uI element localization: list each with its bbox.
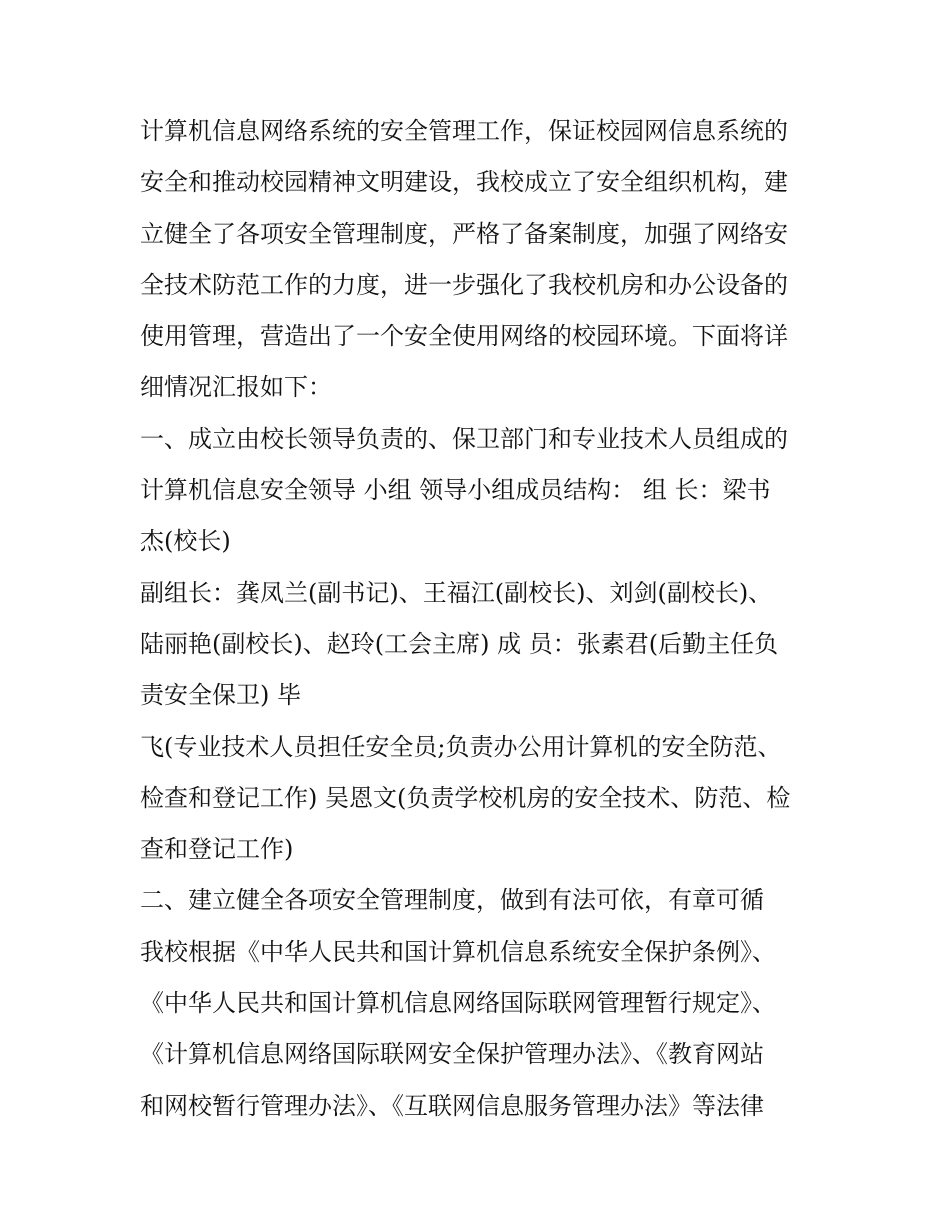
section-heading-1: 一、成立由校长领导负责的、保卫部门和专业技术人员组成的: [140, 424, 788, 453]
text-line: 飞(专业技术人员担任安全员;负责办公用计算机的安全防范、: [140, 732, 782, 761]
section-heading-2: 二、建立健全各项安全管理制度，做到有法可依，有章可循: [140, 886, 764, 915]
text-line: 安全和推动校园精神文明建设，我校成立了安全组织机构，建: [140, 168, 788, 197]
text-line: 使用管理，营造出了一个安全使用网络的校园环境。下面将详: [140, 322, 788, 351]
text-line: 全技术防范工作的力度，进一步强化了我校机房和办公设备的: [140, 270, 788, 299]
text-line: 《中华人民共和国计算机信息网络国际联网管理暂行规定》、: [140, 989, 776, 1018]
text-line: 我校根据《中华人民共和国计算机信息系统安全保护条例》、: [140, 937, 776, 966]
text-line: 查和登记工作): [140, 835, 294, 864]
document-body: [140, 106, 820, 1132]
text-line: 和网校暂行管理办法》、《互联网信息服务管理办法》等法律: [140, 1091, 764, 1120]
text-line: 责安全保卫) 毕: [140, 681, 301, 710]
text-line: 陆丽艳(副校长)、赵玲(工会主席) 成 员：张素君(后勤主任负: [140, 629, 779, 658]
text-line: 计算机信息网络系统的安全管理工作，保证校园网信息系统的: [140, 117, 788, 145]
text-line: 细情况汇报如下：: [140, 373, 332, 402]
text-line: 杰(校长): [140, 527, 231, 556]
text-line: 检查和登记工作) 吴恩文(负责学校机房的安全技术、防范、检: [140, 783, 791, 812]
text-line: 副组长：龚凤兰(副书记)、王福江(副校长)、刘剑(副校长)、: [140, 578, 773, 607]
text-line: 计算机信息安全领导 小组 领导小组成员结构： 组 长：梁书: [140, 476, 771, 505]
text-line: 立健全了各项安全管理制度，严格了备案制度，加强了网络安: [140, 219, 788, 248]
text-line: 《计算机信息网络国际联网安全保护管理办法》、《教育网站: [140, 1040, 764, 1069]
